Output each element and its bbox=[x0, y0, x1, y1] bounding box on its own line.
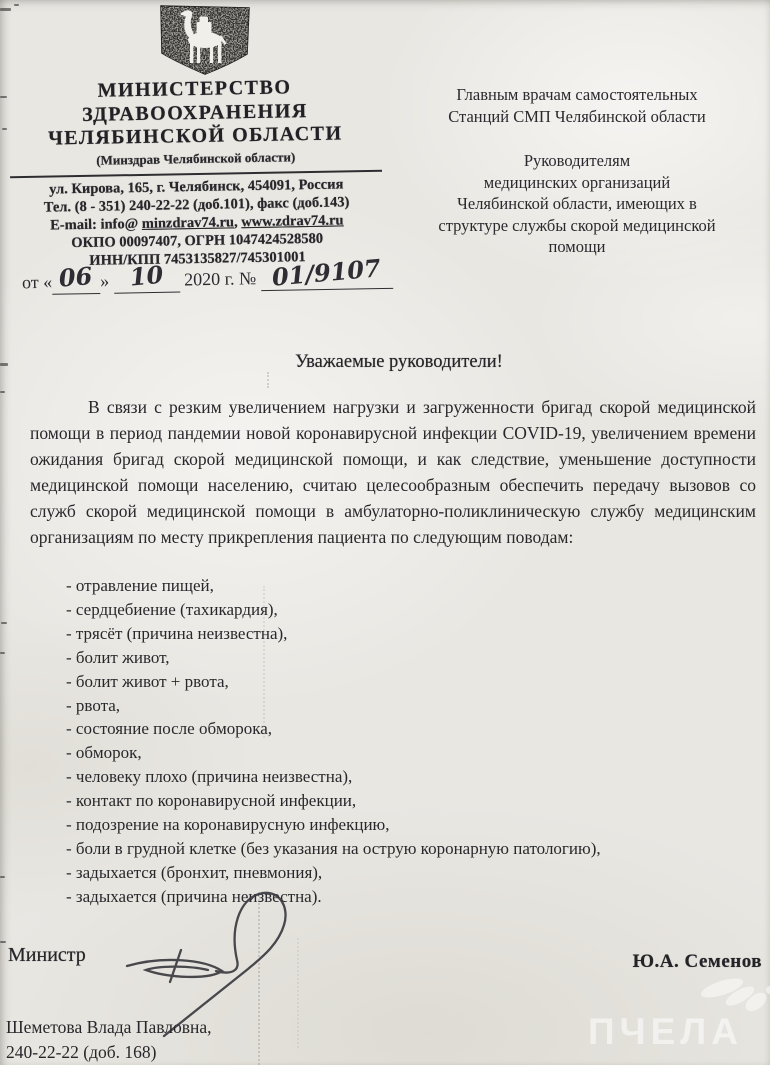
email-link: minzdrav74.ru bbox=[141, 213, 235, 232]
ministry-name-line: ЧЕЛЯБИНСКОЙ ОБЛАСТИ bbox=[47, 122, 343, 150]
reason-item: - обморок, bbox=[66, 743, 142, 763]
body-paragraph: В связи с резким увеличением нагрузки и загруженности бригад скорой медицинской помощи в период пандемии новой коронавирусной инфекции COVID-19, увеличением времени ожидания бригад скорой медицинской помощи, и как следствие, уменьшение доступности медицинской помощи населению, считаю целесообразным обеспечить передачу вызовов со служб скорой медицинской помощи в амбулаторно-поликлиническую службу медицинским организациям по месту прикрепления пациента по следующим поводам: bbox=[30, 397, 756, 547]
recipient-line: Станций СМП Челябинской области bbox=[448, 106, 706, 126]
chelyabinsk-camel-shield-icon bbox=[152, 2, 258, 78]
fold-line bbox=[263, 586, 265, 738]
minister-title: Министр bbox=[8, 944, 86, 966]
recipient-line: Руководителям bbox=[523, 151, 631, 170]
scan-speck bbox=[0, 363, 8, 366]
scan-speck bbox=[0, 96, 7, 98]
reason-item: - болит живот + рвота, bbox=[66, 671, 229, 691]
salutation: Уважаемые руководители! bbox=[295, 352, 503, 372]
reason-item: - трясёт (причина неизвестна), bbox=[66, 623, 288, 643]
inn-kpp-line: ИНН/КПП 7453135827/745301001 bbox=[89, 248, 306, 269]
number-blank bbox=[260, 253, 393, 292]
reason-item: - контакт по коронавирусной инфекции, bbox=[66, 791, 357, 811]
recipient-line: медицинских организаций bbox=[483, 172, 671, 192]
reason-item: - болит живот, bbox=[66, 647, 170, 667]
phone-line: Тел. (8 - 351) 240-22-22 (доб.101), факс (доб.143) bbox=[43, 193, 350, 216]
scan-speck bbox=[2, 128, 7, 130]
year-label: 2020 г. № bbox=[184, 268, 257, 290]
email-label: E-mail: info@ bbox=[50, 215, 142, 234]
handwritten-month: 10 bbox=[128, 259, 165, 292]
date-prefix: от « bbox=[21, 271, 53, 293]
fold-line bbox=[258, 892, 260, 1065]
website-link: www.zdrav74.ru bbox=[241, 211, 344, 230]
scan-speck bbox=[0, 652, 5, 654]
scan-speck bbox=[0, 8, 11, 11]
recipients-block bbox=[388, 84, 766, 258]
contact-phone: 240-22-22 (доб. 168) bbox=[6, 1042, 157, 1062]
watermark-text: ПЧЕЛА bbox=[588, 1011, 743, 1052]
email-line: E-mail: info@ minzdrav74.ru, www.zdrav74.ru bbox=[50, 211, 344, 234]
recipient-line: помощи bbox=[548, 237, 606, 256]
reason-item: - человеку плохо (причина неизвестна), bbox=[66, 767, 353, 787]
reason-item: - отравление пищей, bbox=[66, 576, 214, 595]
scan-speck bbox=[0, 391, 5, 393]
recipient-line: Челябинской области, имеющих в bbox=[457, 194, 697, 213]
reason-item: - боли в грудной клетке (без указания на острую коронарную патологию), bbox=[66, 838, 601, 858]
reason-item: - задыхается (бронхит, пневмония), bbox=[66, 862, 323, 882]
scan-speck bbox=[0, 876, 5, 878]
day-blank bbox=[52, 260, 101, 295]
reason-item: - состояние после обморока, bbox=[66, 719, 273, 739]
recipient-line: Главным врачам самостоятельных bbox=[456, 85, 698, 104]
reason-item: - сердцебиение (тахикардия), bbox=[66, 599, 278, 619]
handwritten-day: 06 bbox=[58, 260, 94, 293]
reasons-list bbox=[66, 574, 766, 909]
reason-item: - рвота, bbox=[66, 695, 121, 715]
handwritten-number: 01/9107 bbox=[270, 253, 383, 292]
okpo-ogrn-line: ОКПО 00097407, ОГРН 1047424528580 bbox=[71, 230, 324, 251]
ministry-name-line: ЗДРАВООХРАНЕНИЯ bbox=[81, 99, 308, 126]
ministry-name-line: МИНИСТЕРСТВО bbox=[97, 76, 292, 102]
reason-item: - подозрение на коронавирусную инфекцию, bbox=[66, 815, 390, 835]
reason-item: - задыхается (причина неизвестна). bbox=[66, 886, 322, 906]
ministry-subtitle: (Минздрав Челябинской области) bbox=[96, 148, 296, 168]
month-blank bbox=[113, 259, 180, 294]
recipient-line: структуре службы скорой медицинской bbox=[438, 215, 716, 235]
scan-speck bbox=[0, 941, 6, 943]
fold-line bbox=[267, 372, 269, 388]
scan-speck bbox=[14, 4, 19, 6]
address-line: ул. Кирова, 165, г. Челябинск, 454091, Россия bbox=[48, 175, 344, 198]
letterhead-block bbox=[8, 75, 383, 271]
doc-date-number-row: от « 06 » 10 2020 г. № 01/9107 bbox=[22, 259, 402, 296]
footer-contact-block bbox=[6, 1015, 212, 1065]
fold-line bbox=[297, 938, 299, 1048]
contact-name: Шеметова Влада Павловна, bbox=[6, 1017, 212, 1037]
scan-speck bbox=[1, 622, 7, 624]
signer-name: Ю.А. Семенов bbox=[632, 951, 762, 972]
